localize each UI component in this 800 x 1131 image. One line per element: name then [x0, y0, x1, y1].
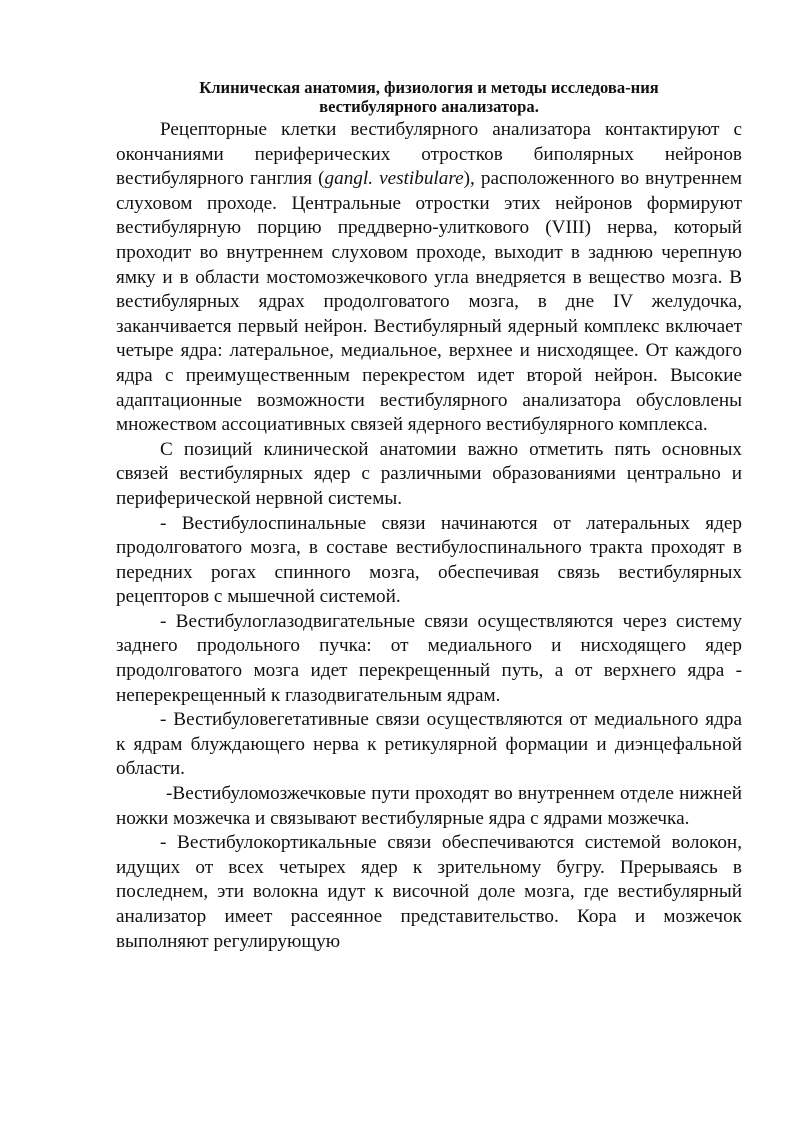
document-title [116, 78, 742, 116]
paragraph-five-connections: С позиций клинической анатомии важно отметить пять основных связей вестибулярных ядер с различными образованиями центрально и периферической нервной системы. [116, 438, 742, 509]
paragraph-receptors-text-2: ), расположенного во внутреннем слуховом проходе. Центральные отростки этих нейронов формируют вестибулярную порцию преддверно-улиткового (VIII) нерва, который проходит во внутреннем слуховом проходе, выходит в заднюю черепную ямку и в области мостомозжечкового угла внедряется в вещество мозга. В вестибулярных ядрах продолговатого мозга, в дне IV желудочка, заканчивается первый нейрон. Вестибулярный ядерный комплекс включает четыре ядра: латеральное, медиальное, верхнее и нисходящее. От каждого ядра с преимущественным перекрестом идет второй нейрон. Высокие адаптационные возможности вестибулярного анализатора обусловлены множеством ассоциативных связей ядерного вестибулярного комплекса. [116, 168, 742, 436]
paragraph-vestibulocerebellar: -Вестибуломозжечковые пути проходят во внутреннем отделе нижней ножки мозжечка и связывают вестибулярные ядра с ядрами мозжечка. [116, 783, 742, 829]
paragraph-receptors [116, 118, 742, 438]
title-line-2: вестибулярного анализатора. [319, 97, 539, 116]
latin-term: gangl. vestibulare [324, 168, 464, 190]
paragraph-vestibulospinal: - Вестибулоспинальные связи начинаются от латеральных ядер продолговатого мозга, в составе вестибулоспинального тракта проходят в передних рогах спинного мозга, обеспечивая связь вестибулярных рецепторов с мышечной системой. [116, 512, 742, 608]
document-page [116, 78, 742, 954]
paragraph-vestibulovegetative: - Вестибуловегетативные связи осуществляются от медиального ядра к ядрам блуждающего нерва к ретикулярной формации и диэнцефальной области. [116, 709, 742, 780]
paragraph-receptors-text-1: Рецепторные клетки вестибулярного анализатора контактируют с окончаниями периферических отростков биполярных нейронов вестибулярного ганглия ( [116, 119, 742, 190]
title-line-1: Клиническая анатомия, физиология и методы исследова-ния [199, 78, 659, 97]
paragraph-vestibulooculomotor: - Вестибулоглазодвигательные связи осуществляются через систему заднего продольного пучка: от медиального и нисходящего ядер продолговатого мозга идет перекрещенный путь, а от верхнего ядра - неперекрещенный к глазодвигательным ядрам. [116, 610, 742, 706]
paragraph-vestibulocortical: - Вестибулокортикальные связи обеспечиваются системой волокон, идущих от всех четырех ядер к зрительному бугру. Прерываясь в последнем, эти волокна идут к височной доле мозга, где вестибулярный анализатор имеет рассеянное представительство. Кора и мозжечок выполняют регулирующую [116, 832, 742, 952]
